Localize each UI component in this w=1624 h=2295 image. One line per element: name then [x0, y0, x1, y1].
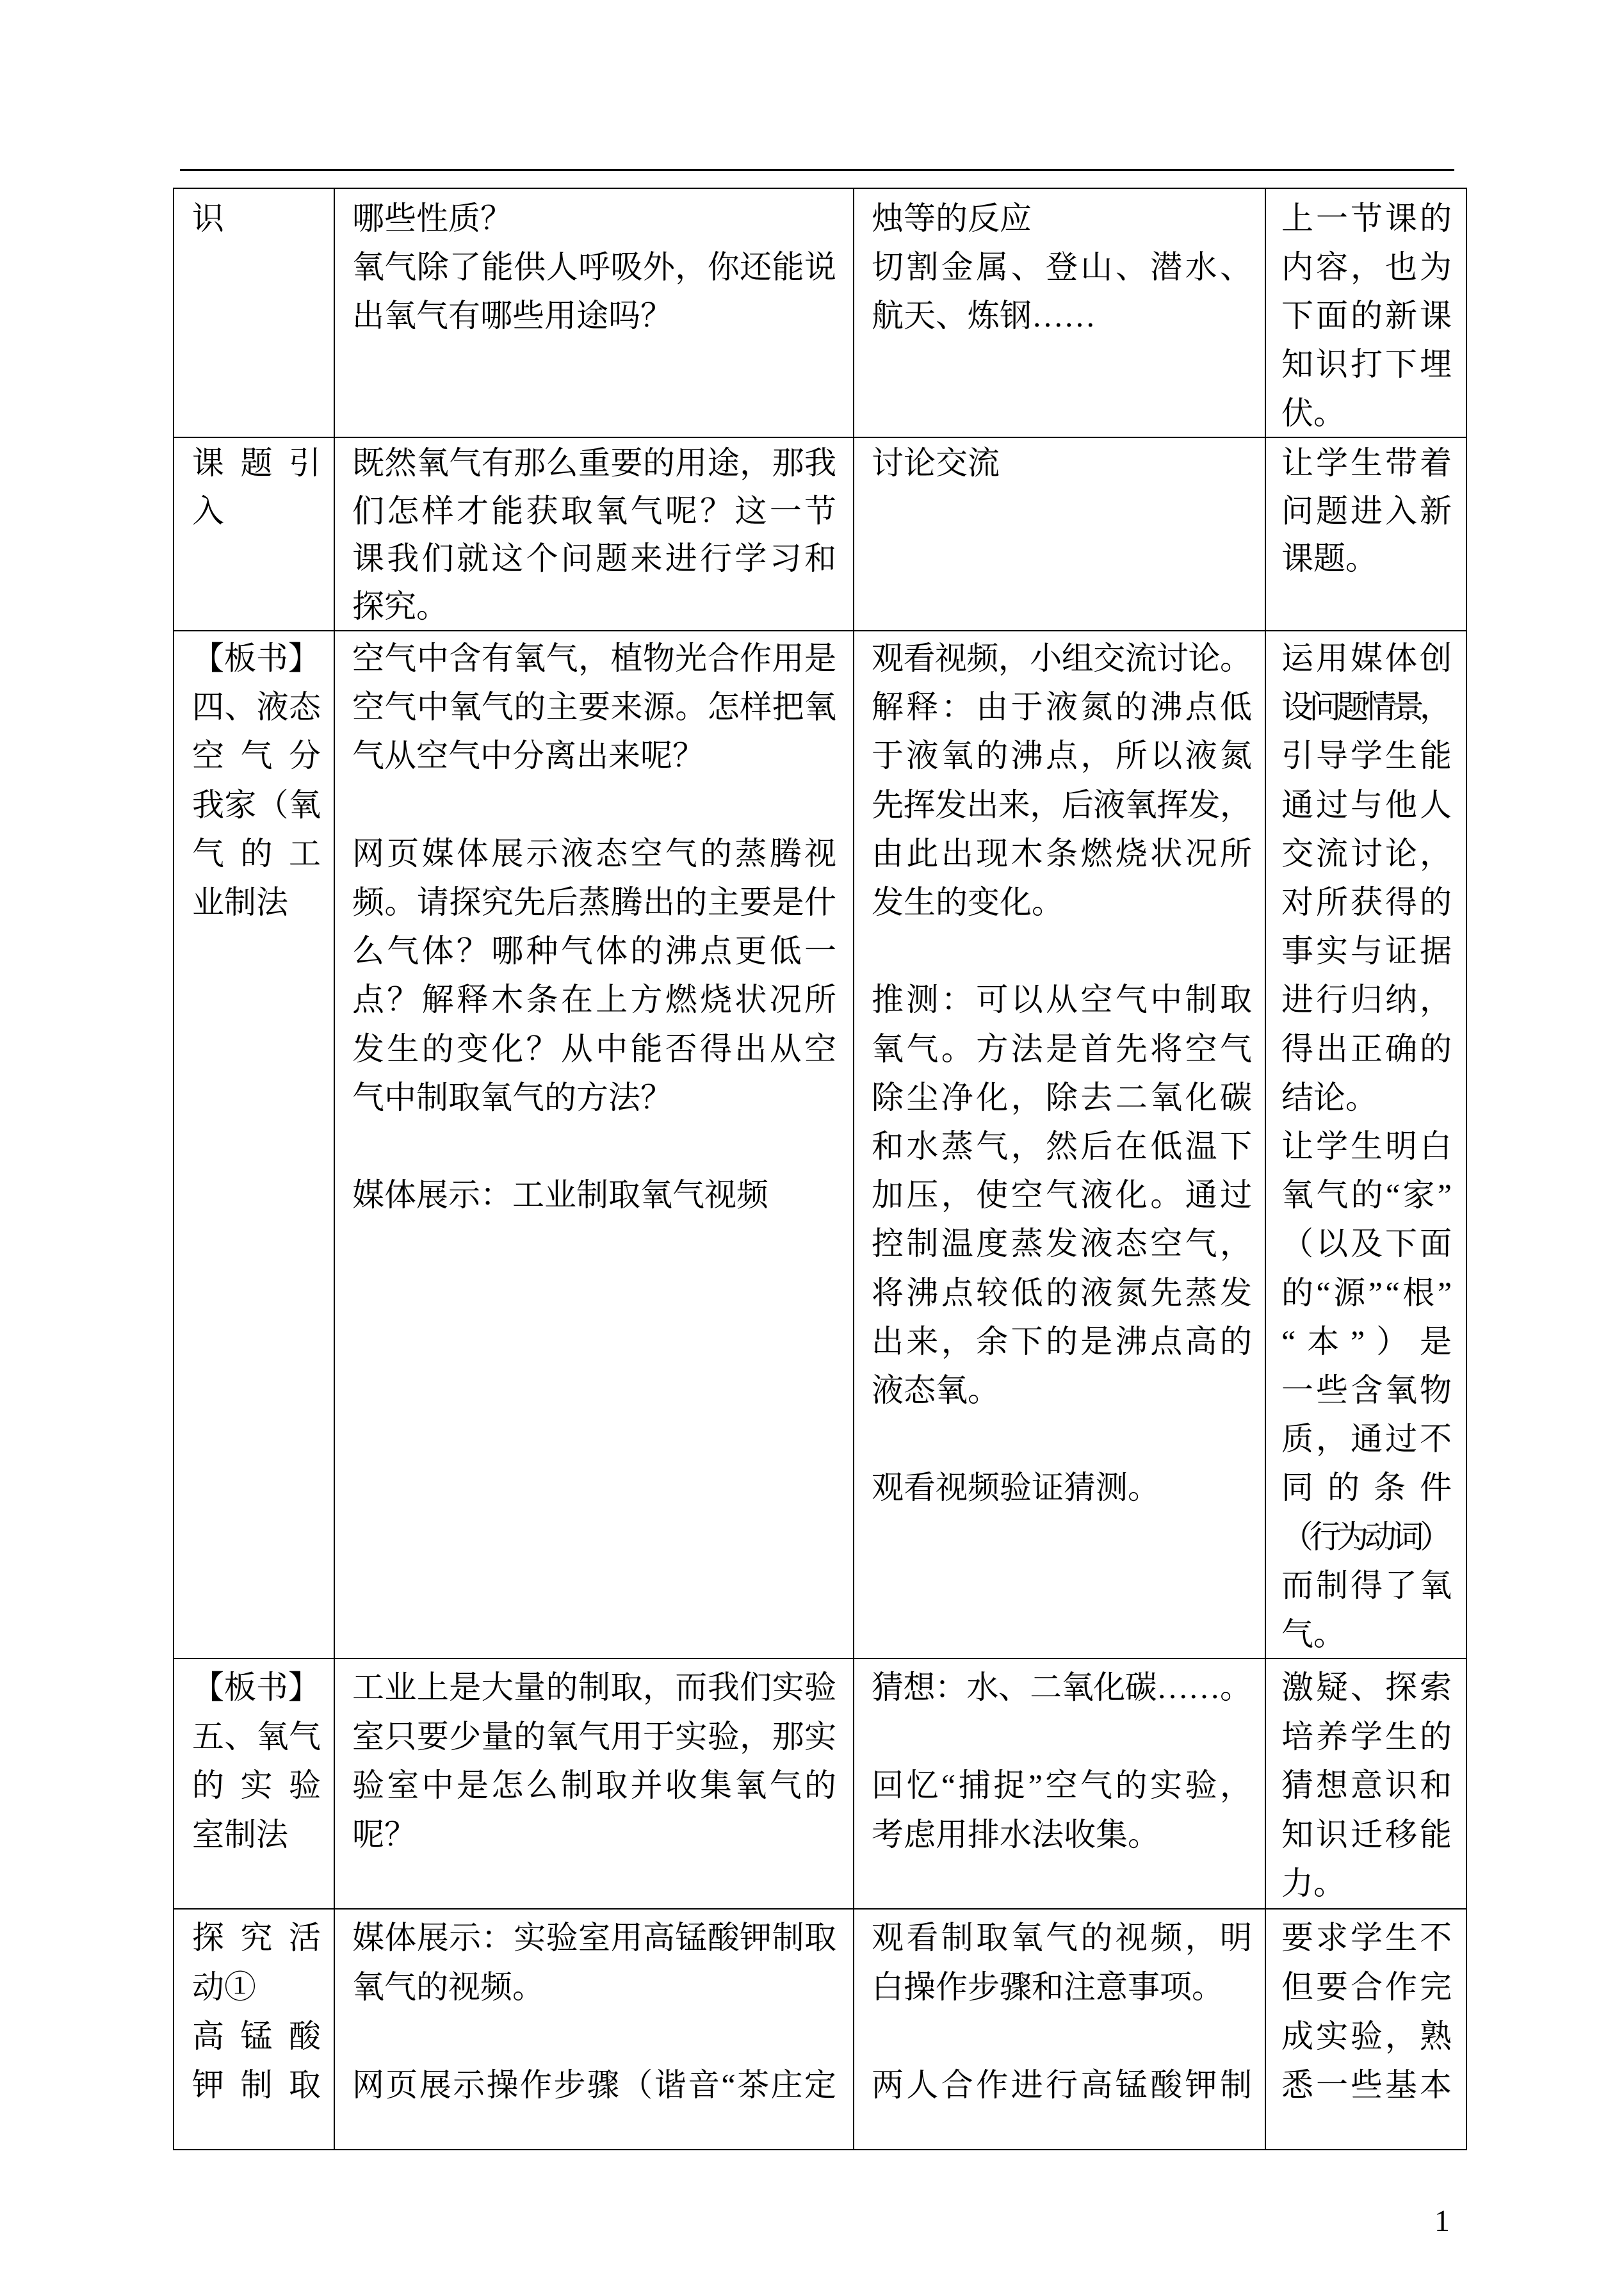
- text-line: 气从空气中分离出来呢？: [352, 738, 704, 774]
- text-line: 事实与证据: [1281, 933, 1454, 969]
- text-line: 【板书】: [192, 640, 320, 676]
- paragraph: [872, 439, 1252, 487]
- text-line: 发生的变化。: [872, 884, 1064, 921]
- text-line: 探究活: [192, 1920, 337, 1956]
- paragraph: [352, 194, 836, 243]
- paragraph: [872, 194, 1252, 243]
- text-line: 氧气的视频。: [352, 1968, 544, 2005]
- stage-cell: [174, 438, 335, 631]
- text-line: 媒体展示：实验室用高锰酸钾制取: [352, 1920, 837, 1956]
- purpose-cell: [1266, 189, 1467, 438]
- text-line: 观看视频验证猜测。: [872, 1470, 1160, 1506]
- text-line: 上一节课的: [1281, 200, 1454, 236]
- blank-paragraph: [872, 1415, 1252, 1463]
- teacher-activity-cell: [335, 438, 854, 631]
- text-line: 得出正确的: [1281, 1030, 1454, 1067]
- paragraph: [1281, 1663, 1452, 1908]
- blank-paragraph: [872, 1712, 1252, 1762]
- text-line: 回忆“捕捉”空气的实验，: [872, 1767, 1255, 1804]
- text-line: 液态氧。: [872, 1372, 1000, 1409]
- student-activity-cell: [854, 1910, 1266, 2150]
- text-line: 考虑用排水法收集。: [872, 1816, 1160, 1853]
- text-line: 一些含氧物: [1281, 1372, 1454, 1409]
- text-line: 哪些性质？: [352, 200, 512, 236]
- blank-paragraph: [352, 781, 836, 829]
- student-activity-cell: [854, 631, 1266, 1659]
- text-line: 航天、炼钢……: [872, 298, 1096, 334]
- header-rule: [180, 169, 1454, 171]
- text-line: 室制法: [192, 1816, 288, 1853]
- text-line: 气。: [1281, 1616, 1345, 1653]
- text-line: 同的条件: [1281, 1470, 1466, 1506]
- teacher-activity-cell: [335, 189, 854, 438]
- student-activity-cell: [854, 438, 1266, 631]
- teacher-activity-cell: [335, 631, 854, 1659]
- purpose-cell: [1266, 438, 1467, 631]
- text-line: 氧气。方法是首先将空气: [872, 1030, 1255, 1067]
- text-line: 和水蒸气，然后在低温下: [872, 1128, 1255, 1165]
- text-line: 气中制取氧气的方法？: [352, 1079, 672, 1115]
- paragraph: [192, 194, 321, 243]
- text-line: 而制得了氧: [1281, 1567, 1454, 1603]
- lesson-table: [173, 188, 1467, 2150]
- text-line: 但要合作完: [1281, 1968, 1454, 2005]
- text-line: 高锰酸: [192, 2018, 337, 2054]
- text-line: 对所获得的: [1281, 884, 1454, 921]
- teacher-activity-cell: [335, 1910, 854, 2150]
- stage-cell: [174, 1910, 335, 2150]
- text-line: 我家（氧: [192, 786, 321, 823]
- text-line: 知识迁移能: [1281, 1816, 1454, 1853]
- text-line: 网页媒体展示液态空气的蒸腾视: [352, 835, 840, 872]
- paragraph: [192, 2012, 337, 2111]
- text-line: 点？解释木条在上方燃烧状况所: [352, 982, 840, 1018]
- text-line: 结论。: [1281, 1079, 1377, 1115]
- paragraph: [352, 2061, 836, 2110]
- text-line: 发生的变化？从中能否得出从空: [352, 1030, 840, 1067]
- text-line: 激疑、探索: [1281, 1669, 1454, 1705]
- text-line: 力。: [1281, 1865, 1345, 1902]
- paragraph: [352, 439, 840, 630]
- text-line: 加压，使空气液化。通过: [872, 1177, 1255, 1213]
- paragraph: [872, 1463, 1252, 1512]
- purpose-cell: [1266, 1659, 1467, 1910]
- text-line: 知识打下埋: [1281, 346, 1454, 382]
- text-line: 的实验: [192, 1767, 337, 1804]
- paragraph: [352, 1663, 840, 1859]
- text-line: 网页展示操作步骤（谐音“茶庄定: [352, 2067, 838, 2104]
- text-line: 氧气的“家”: [1281, 1177, 1455, 1213]
- text-line: 空气中含有氧气，植物光合作用是: [352, 640, 837, 676]
- paragraph: [192, 683, 337, 927]
- teacher-activity-cell: [335, 1659, 854, 1910]
- text-line: 动①: [192, 1968, 256, 2005]
- text-line: 室只要少量的氧气用于实验，那实: [352, 1718, 837, 1755]
- paragraph: [192, 1663, 321, 1712]
- blank-paragraph: [352, 2012, 836, 2061]
- text-line: 观看制取氧气的视频，明: [872, 1920, 1255, 1956]
- text-line: 空气中氧气的主要来源。怎样把氧: [352, 689, 837, 726]
- text-line: 入: [192, 492, 224, 529]
- paragraph: [1281, 1122, 1466, 1658]
- text-line: 们怎样才能获取氧气呢？这一节: [352, 492, 840, 529]
- paragraph: [872, 1663, 1252, 1712]
- text-line: 交流讨论，: [1281, 835, 1454, 872]
- text-line: 通过与他人: [1281, 786, 1454, 823]
- text-line: 工业上是大量的制取，而我们实验: [352, 1669, 837, 1705]
- text-line: 将沸点较低的液氮先蒸发: [872, 1274, 1255, 1311]
- paragraph: [352, 634, 836, 781]
- paragraph: [1281, 1913, 1452, 2110]
- page-number: 1: [1434, 2204, 1450, 2238]
- text-line: 氧气除了能供人呼吸外，你还能说: [352, 249, 837, 285]
- text-line: 课题。: [1281, 540, 1377, 576]
- paragraph: [872, 975, 1255, 1415]
- blank-paragraph: [872, 927, 1252, 975]
- text-line: 出氧气有哪些用途吗？: [352, 298, 672, 334]
- text-line: 业制法: [192, 884, 288, 921]
- text-line: 讨论交流: [872, 445, 1000, 481]
- paragraph: [352, 829, 840, 1122]
- text-line: （以及下面: [1281, 1226, 1454, 1262]
- text-line: 下面的新课: [1281, 298, 1454, 334]
- text-line: 探究。: [352, 588, 448, 624]
- text-line: 控制温度蒸发液态空气，: [872, 1226, 1255, 1262]
- text-line: 让学生明白: [1281, 1128, 1454, 1165]
- text-line: 【板书】: [192, 1669, 320, 1705]
- text-line: 设问题情景，: [1281, 689, 1448, 726]
- blank-paragraph: [872, 2012, 1252, 2061]
- purpose-cell: [1266, 631, 1467, 1659]
- text-line: 质，通过不: [1281, 1421, 1454, 1457]
- text-line: 问题进入新: [1281, 492, 1454, 529]
- text-line: 验室中是怎么制取并收集氧气的: [352, 1767, 840, 1804]
- text-line: 切割金属、登山、潜水、: [872, 249, 1255, 285]
- text-line: 推测：可以从空气中制取: [872, 982, 1255, 1018]
- text-line: 进行归纳，: [1281, 982, 1454, 1018]
- paragraph: [872, 243, 1255, 340]
- paragraph: [192, 1913, 337, 2012]
- stage-cell: [174, 189, 335, 438]
- text-line: “本”）是: [1281, 1323, 1463, 1359]
- text-line: 猜想：水、二氧化碳……。: [872, 1669, 1252, 1705]
- paragraph: [872, 683, 1255, 927]
- text-line: 白操作步骤和注意事项。: [872, 1968, 1224, 2005]
- text-line: 内容，也为: [1281, 249, 1454, 285]
- text-line: 悉一些基本: [1281, 2067, 1454, 2104]
- paragraph: [1281, 194, 1452, 437]
- paragraph: [872, 1913, 1255, 2012]
- text-line: 两人合作进行高锰酸钾制: [872, 2067, 1255, 2104]
- text-line: 识: [192, 200, 224, 236]
- paragraph: [872, 634, 1252, 683]
- paragraph: [192, 439, 337, 535]
- text-line: 课题引: [192, 445, 337, 481]
- text-line: 频。请探究先后蒸腾出的主要是什: [352, 884, 837, 921]
- text-line: 引导学生能: [1281, 738, 1454, 774]
- paragraph: [872, 1761, 1255, 1859]
- text-line: 除尘净化，除去二氧化碳: [872, 1079, 1255, 1115]
- text-line: 四、液态: [192, 689, 321, 726]
- paragraph: [1281, 439, 1452, 583]
- text-line: 培养学生的: [1281, 1718, 1454, 1755]
- paragraph: [352, 1913, 836, 2012]
- text-line: 先挥发出来，后液氧挥发，: [872, 786, 1252, 823]
- text-line: 既然氧气有那么重要的用途，那我: [352, 445, 837, 481]
- text-line: 于液氧的沸点，所以液氮: [872, 738, 1255, 774]
- text-line: 运用媒体创: [1281, 640, 1454, 676]
- text-line: 媒体展示：工业制取氧气视频: [352, 1177, 768, 1213]
- text-line: 五、氧气: [192, 1718, 321, 1755]
- text-line: 呢？: [352, 1816, 416, 1853]
- text-line: 课我们就这个问题来进行学习和: [352, 540, 840, 576]
- text-line: 要求学生不: [1281, 1920, 1454, 1956]
- paragraph: [192, 634, 321, 683]
- paragraph: [1281, 634, 1452, 1122]
- paragraph: [872, 2061, 1255, 2110]
- text-line: 钾制取: [192, 2067, 337, 2104]
- text-line: 让学生带着: [1281, 445, 1454, 481]
- text-line: （行为动词）: [1281, 1518, 1448, 1555]
- stage-cell: [174, 631, 335, 1659]
- text-line: 成实验，熟: [1281, 2018, 1454, 2054]
- text-line: 由此出现木条燃烧状况所: [872, 835, 1255, 872]
- student-activity-cell: [854, 189, 1266, 438]
- purpose-cell: [1266, 1910, 1467, 2150]
- student-activity-cell: [854, 1659, 1266, 1910]
- text-line: 烛等的反应: [872, 200, 1032, 236]
- paragraph: [192, 1712, 337, 1860]
- text-line: 伏。: [1281, 395, 1345, 431]
- text-line: 空气分: [192, 738, 337, 774]
- stage-cell: [174, 1659, 335, 1910]
- paragraph: [352, 243, 836, 340]
- text-line: 出来，余下的是沸点高的: [872, 1323, 1255, 1359]
- text-line: 气的工: [192, 835, 337, 872]
- text-line: 的“源”“根”: [1281, 1274, 1455, 1311]
- text-line: 观看视频，小组交流讨论。: [872, 640, 1252, 676]
- text-line: 猜想意识和: [1281, 1767, 1454, 1804]
- text-line: 么气体？哪种气体的沸点更低一: [352, 933, 840, 969]
- text-line: 解释：由于液氮的沸点低: [872, 689, 1255, 726]
- blank-paragraph: [352, 1122, 836, 1171]
- paragraph: [352, 1171, 836, 1219]
